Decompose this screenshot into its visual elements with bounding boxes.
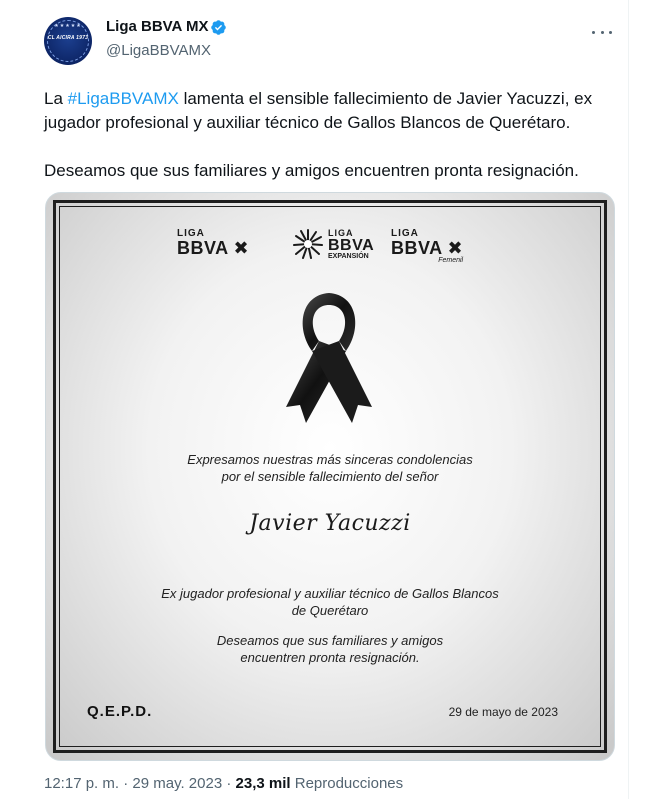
- tweet-text: [44, 87, 604, 183]
- hashtag-link[interactable]: #LigaBBVAMX: [67, 89, 179, 108]
- image-date: 29 de mayo de 2023: [448, 705, 558, 719]
- verified-badge-icon: [210, 19, 227, 36]
- author-handle[interactable]: @LigaBBVAMX: [106, 42, 211, 59]
- expansion-liga-label: LIGA: [328, 228, 354, 238]
- tweet-image[interactable]: [45, 192, 615, 761]
- views-count: 23,3 mil: [235, 775, 291, 792]
- logo-bbva-label: [177, 239, 249, 257]
- tweet-time[interactable]: 12:17 p. m.: [44, 775, 120, 792]
- meta-separator: ·: [222, 775, 236, 792]
- wish-line-1: Deseamos que sus familiares y amigos: [216, 633, 444, 648]
- wish-message: [46, 632, 614, 666]
- divider: [628, 0, 629, 799]
- logo-bbva-text: BBVA: [177, 238, 228, 258]
- role-line-1: Ex jugador profesional y auxiliar técnico de Gallos Blancos: [161, 586, 499, 601]
- femenil-liga-label: LIGA: [391, 228, 419, 239]
- liga-bbva-mx-logo: [177, 229, 249, 257]
- mx-mark-icon: ✖: [447, 238, 464, 258]
- tweet-paragraph-1: [44, 87, 604, 135]
- femenil-bbva-label: [391, 239, 463, 257]
- mx-mark-icon: ✖: [233, 238, 250, 258]
- wish-line-2: encuentren pronta resignación.: [240, 650, 420, 665]
- logo-liga-label: LIGA: [177, 228, 205, 239]
- tweet-meta: [44, 775, 403, 792]
- meta-separator: ·: [119, 775, 133, 792]
- dot: [592, 31, 595, 34]
- dot: [601, 31, 604, 34]
- condolence-line-2: por el sensible fallecimiento del señor: [221, 469, 439, 484]
- author-display-name[interactable]: Liga BBVA MX: [106, 18, 209, 35]
- liga-bbva-femenil-logo: [391, 229, 463, 264]
- tweet-paragraph-2: Deseamos que sus familiares y amigos encuentren pronta resignación.: [44, 161, 579, 180]
- expansion-texts: [328, 229, 374, 261]
- avatar-label: CL AICIRA 1973: [47, 35, 89, 41]
- avatar[interactable]: [44, 17, 92, 65]
- views-label: Reproducciones: [290, 775, 404, 792]
- expansion-burst-icon: [292, 227, 324, 261]
- avatar-stars: ★★★★★: [54, 23, 82, 29]
- qepd-label: Q.E.P.D.: [87, 703, 153, 720]
- role-line-2: de Querétaro: [291, 603, 369, 618]
- femenil-bbva-text: BBVA: [391, 238, 442, 258]
- expansion-bbva-label: BBVA: [328, 237, 375, 254]
- deceased-name: Javier Yacuzzi: [249, 511, 411, 536]
- femenil-sub-label: Femenil: [438, 257, 464, 264]
- tweet-date[interactable]: 29 may. 2023: [132, 775, 223, 792]
- condolence-line-1: Expresamos nuestras más sinceras condolencias: [187, 452, 473, 467]
- role-description: [46, 585, 614, 619]
- mourning-ribbon-icon: [282, 289, 376, 429]
- more-options-icon[interactable]: [592, 22, 612, 42]
- tweet-text-prefix: La: [44, 89, 68, 108]
- condolence-message: [46, 451, 614, 485]
- expansion-sub-label: EXPANSIÓN: [328, 253, 369, 260]
- dot: [609, 31, 612, 34]
- tweet-text-rest: lamenta el sensible fallecimiento de Javier Yacuzzi, ex jugador profesional y auxiliar técnico de Gallos Blancos de Querétaro.: [44, 89, 593, 132]
